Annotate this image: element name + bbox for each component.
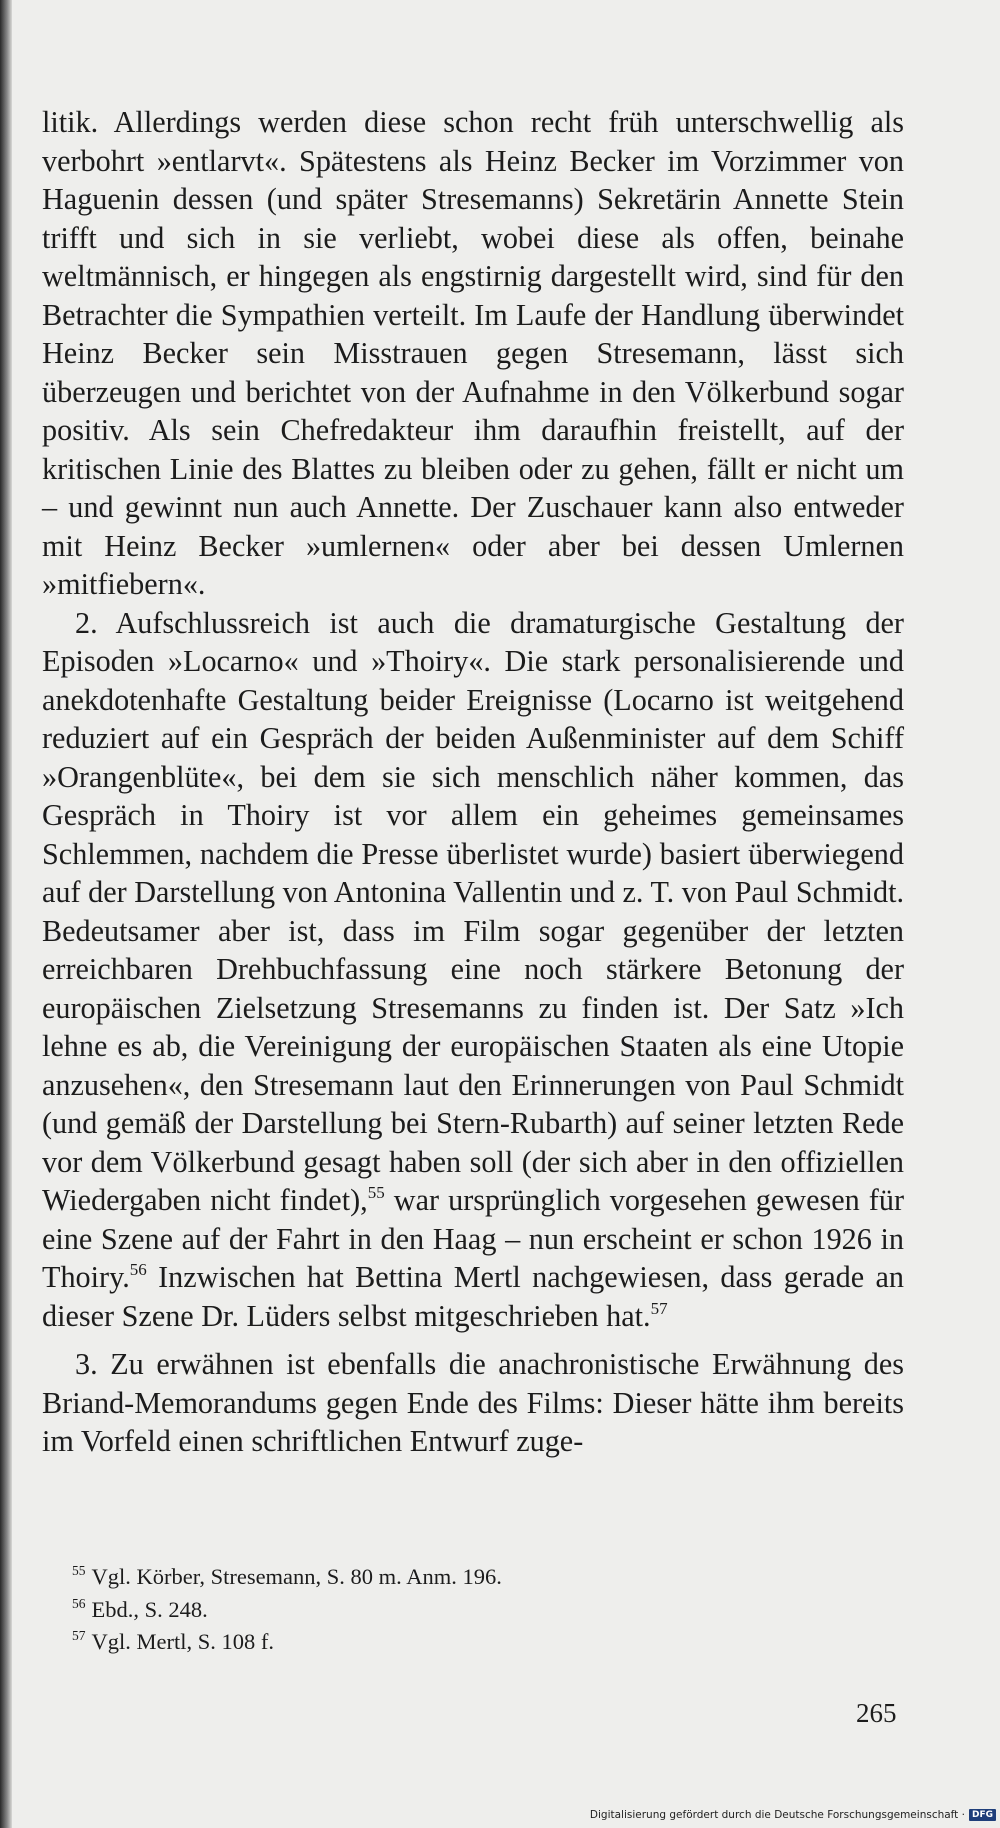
page-body bbox=[42, 103, 904, 1461]
page-number: 265 bbox=[856, 1698, 897, 1728]
footnote-ref-57[interactable]: 57 bbox=[650, 1298, 668, 1318]
book-spine-shadow bbox=[0, 0, 12, 1828]
footnote-57 bbox=[72, 1626, 892, 1659]
paragraph-2-text-a: 2. Aufschlussreich ist auch die dramaturgische Gestaltung der Episoden »Locarno« und »Thoiry«. Die stark personalisierende und anekdotenhafte Gestaltung beider Ereignisse (Locarno ist weitgehend reduziert auf ein Gespräch der beiden Außenminister auf dem Schiff »Orangenblüte«, bei dem sie sich menschlich näher kommen, das Gespräch in Thoiry ist vor allem ein geheimes gemeinsames Schlemmen, nachdem die Presse überlistet wurde) basiert überwiegend auf der Darstellung von Antonina Vallentin und z. T. von Paul Schmidt. Bedeutsamer aber ist, dass im Film sogar gegenüber der letzten erreichbaren Drehbuchfassung eine noch stärkere Betonung der europäischen Zielsetzung Stresemanns zu finden ist. Der Satz »Ich lehne es ab, die Vereinigung der europäischen Staaten als eine Utopie anzusehen«, den Stresemann laut den Erinnerungen von Paul Schmidt (und gemäß der Darstellung bei Stern-Rubarth) auf seiner letzten Rede vor dem Völkerbund gesagt haben soll (der sich aber in den offiziellen Wiedergaben nicht findet), bbox=[42, 605, 904, 1217]
credit-text: Digitalisierung gefördert durch die Deutsche Forschungsgemeinschaft · bbox=[589, 1809, 965, 1821]
footnote-number: 55 bbox=[72, 1563, 86, 1578]
footnote-text: Vgl. Mertl, S. 108 f. bbox=[91, 1629, 274, 1654]
footnote-ref-56[interactable]: 56 bbox=[129, 1260, 147, 1279]
paragraph-3: 3. Zu erwähnen ist ebenfalls die anachronistische Erwähnung des Briand-Memorandums gegen Ende des Films: Dieser hätte ihm bereits im Vorfeld einen schriftlichen Entwurf zuge- bbox=[42, 1347, 904, 1458]
paragraph-2 bbox=[42, 604, 904, 1336]
footnote-ref-55[interactable]: 55 bbox=[367, 1183, 385, 1202]
footnote-text: Vgl. Körber, Stresemann, S. 80 m. Anm. 196. bbox=[91, 1564, 502, 1589]
footnote-text: Ebd., S. 248. bbox=[91, 1596, 208, 1622]
footnote-55 bbox=[72, 1561, 892, 1594]
paragraph-2-text-b: war ursprünglich vorgesehen gewesen für eine Szene auf der Fahrt in den Haag – nun erscheint er schon 1926 in Thoiry. bbox=[42, 1183, 904, 1294]
footnotes bbox=[72, 1561, 892, 1659]
footnote-number: 56 bbox=[72, 1595, 86, 1611]
footnote-56 bbox=[72, 1594, 892, 1627]
footnote-number: 57 bbox=[72, 1628, 86, 1643]
paragraph-2-text-c: Inzwischen hat Bettina Mertl nachgewiesen, dass gerade an dieser Szene Dr. Lüders selbst mitgeschrieben hat. bbox=[42, 1260, 904, 1333]
paragraph-1: litik. Allerdings werden diese schon recht früh unterschwellig als verbohrt »entlarvt«. Spätestens als Heinz Becker im Vorzimmer von Haguenin dessen (und später Stresemanns) Sekretärin Annette Stein trifft und sich in sie verliebt, wobei diese als offen, beinahe weltmännisch, er hingegen als engstirnig dargestellt wird, sind für den Betrachter die Sympathien verteilt. Im Laufe der Handlung überwindet Heinz Becker sein Misstrauen gegen Stresemann, lässt sich überzeugen und berichtet von der Aufnahme in den Völkerbund sogar positiv. Als sein Chefredakteur ihm daraufhin freistellt, auf der kritischen Linie des Blattes zu bleiben oder zu gehen, fällt er nicht um – und gewinnt nun auch Annette. Der Zuschauer kann also entweder mit Heinz Becker »umlernen« oder aber bei dessen Umlernen »mitfiebern«. bbox=[42, 105, 904, 601]
digitization-credit bbox=[590, 1808, 996, 1822]
dfg-logo: DFG bbox=[969, 1809, 996, 1821]
